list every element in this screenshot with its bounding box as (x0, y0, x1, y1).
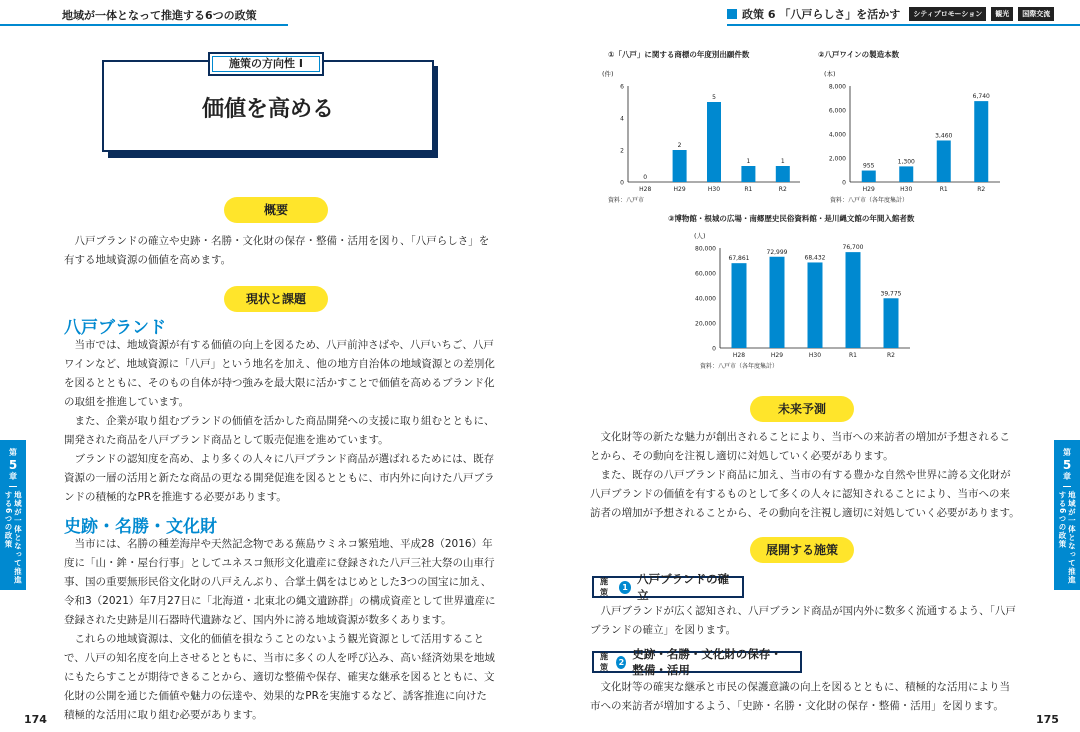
heritage-text (64, 535, 496, 725)
bar-value-label: 3,460 (935, 132, 953, 140)
x-tick-label: H29 (770, 352, 784, 359)
measure-title: 八戸ブランドの確立 (637, 572, 730, 602)
measure-title: 史跡・名勝・文化財の保存・整備・活用 (632, 647, 782, 677)
measures-heading: 展開する施策 (750, 537, 854, 563)
bar-value-label: 67,861 (728, 255, 750, 263)
bar-value-label: 0 (643, 174, 648, 181)
x-tick-label: R1 (849, 352, 857, 359)
measure-2-text: 文化財等の確実な継承と市民の保護意識の向上を図るとともに、積極的な活用により当市への来訪者が増加するよう、「史跡・名勝・文化財の保存・整備・活用」を図ります。 (590, 681, 1010, 712)
y-tick-label: 40,000 (695, 295, 716, 303)
y-tick-label: 4 (620, 115, 624, 123)
y-tick-label: 6,000 (828, 107, 846, 115)
policy-square-icon (727, 9, 737, 19)
forecast-text (590, 428, 1020, 523)
chart-title: ①「八戸」に関する商標の年度別出願件数 (608, 50, 750, 59)
x-tick-label: R1 (744, 186, 753, 193)
y-tick-label: 2 (620, 147, 624, 155)
bar-value-label: 1,300 (897, 158, 915, 166)
measure-1-box (592, 572, 744, 602)
chart-source: 資料：八戸市 (608, 197, 645, 204)
x-tick-label: H29 (673, 186, 686, 193)
x-tick-label: H30 (707, 186, 721, 193)
chart-wine-production (818, 48, 1008, 208)
bar-value-label: 1 (780, 158, 785, 165)
page-number-left: 174 (24, 713, 47, 726)
y-tick-label: 0 (842, 179, 846, 187)
chapter-number: 5 (1062, 457, 1072, 472)
x-tick-label: H28 (639, 186, 652, 193)
heritage-paragraph: 当市には、名勝の種差海岸や天然記念物である蕪島ウミネコ繁殖地、平成28（2016）年度に「山・鉾・屋台行事」としてユネスコ無形文化遺産に登録された八戸三社大祭の山車行事、国の重要無形民俗文化財の八戸えんぶり、合掌土偶をはじめとした3つの国宝に加え、令和3（2021）年7月27日に「北海道・北東北の縄文遺跡群」の構成資産として世界遺産に登録された史跡是川石器時代遺跡など、国内外に誇る地域資源が数多くあります。 (64, 538, 496, 626)
bar-value-label: 39,775 (880, 290, 902, 298)
chart-unit-label: (本) (824, 70, 836, 78)
chapter-prefix: 第 (1062, 448, 1071, 457)
y-tick-label: 2,000 (828, 155, 846, 163)
header-rule-right (727, 24, 1080, 26)
chart-title: ③博物館・根城の広場・南郷歴史民俗資料館・是川縄文館の年間入館者数 (668, 214, 915, 223)
x-tick-label: R2 (977, 186, 986, 193)
bar (673, 150, 687, 182)
bar (974, 101, 988, 182)
bar-value-label: 68,432 (804, 254, 826, 262)
brand-title: 八戸ブランド (64, 318, 166, 338)
chart-museum-visitors (668, 212, 928, 374)
x-tick-label: H30 (808, 352, 822, 359)
chart-source: 資料：八戸市（各年度集計） (830, 197, 909, 204)
chart-title: ②八戸ワインの製造本数 (818, 50, 900, 59)
brand-paragraph: 当市では、地域資源が有する価値の向上を図るため、八戸前沖さばや、八戸いちご、八戸ワインなど、地域資源に「八戸」という地名を加え、他の地方自治体の地域資源との差別化を図るとともに、そのもの自体が持つ強みを最大限に活かすことで価値を高めるブランド化の取組を推進しています。 (64, 339, 495, 408)
bar-value-label: 955 (863, 162, 875, 170)
heritage-title: 史跡・名勝・文化財 (64, 517, 217, 537)
x-tick-label: R2 (778, 186, 787, 193)
chapter-prefix: 第 (8, 448, 17, 457)
side-tab-text: 地域が一体となって推進する6つの政策 (1058, 490, 1077, 585)
chapter-number: 5 (8, 457, 18, 472)
heritage-paragraph: これらの地域資源は、文化的価値を損なうことのないよう観光資源として活用することで、八戸の知名度を向上させるとともに、当市に多くの人を呼び込み、高い経済効果を地域にもたらすことが期待できることから、適切な整備や保存、確実な継承を図るとともに、文化財の公開を通じた価値や魅力の伝達や、効果的なPRを実施するなど、誘客推進に向けた積極的な活用に取り組む必要があります。 (64, 633, 495, 721)
y-tick-label: 8,000 (828, 83, 846, 91)
tag-city-promotion: シティプロモーション (909, 7, 986, 21)
y-tick-label: 4,000 (828, 131, 846, 139)
policy-header (727, 6, 1054, 22)
bar (846, 252, 861, 348)
side-tab-right (1054, 440, 1080, 590)
bar (899, 166, 913, 182)
bar-value-label: 2 (677, 142, 682, 149)
bar (937, 140, 951, 182)
forecast-paragraph: また、既存の八戸ブランド商品に加え、当市の有する豊かな自然や世界に誇る文化財が八戸ブランドの価値を有するものとして多くの人々に認知されることにより、当市への来訪者の増加が予想されることから、その動向を注視し適切に対処していく必要があります。 (590, 469, 1020, 519)
page-header-title: 地域が一体となって推進する6つの政策 (62, 9, 257, 22)
x-tick-label: H30 (900, 186, 913, 193)
page-number-right: 175 (1036, 713, 1059, 726)
chart-unit-label: (人) (694, 232, 706, 240)
bar (770, 257, 785, 348)
measure-2-box (592, 647, 802, 677)
y-tick-label: 60,000 (695, 270, 716, 278)
side-tab-left (0, 440, 26, 590)
measure-1-text: 八戸ブランドが広く認知され、八戸ブランド商品が国内外に数多く流通するよう、「八戸ブランドの確立」を図ります。 (590, 605, 1016, 636)
bar-value-label: 76,700 (842, 244, 864, 252)
side-tab-text: 地域が一体となって推進する6つの政策 (4, 490, 23, 585)
y-tick-label: 0 (620, 179, 624, 187)
y-tick-label: 0 (712, 345, 716, 353)
chart-unit-label: (件) (602, 70, 614, 78)
chapter-suffix: 章 (1062, 471, 1071, 481)
header-rule (0, 24, 288, 26)
current-heading: 現状と課題 (224, 286, 328, 312)
bar (707, 102, 721, 182)
direction-label: 施策の方向性 Ⅰ (229, 57, 303, 70)
measure-number-icon: 2 (616, 656, 626, 669)
bar-value-label: 72,999 (766, 248, 788, 256)
bar-value-label: 6,740 (972, 93, 990, 101)
measure-label: 施策 (600, 577, 608, 597)
tag-tourism: 観光 (991, 7, 1013, 21)
chart-trademark-applications (602, 48, 808, 208)
y-tick-label: 6 (620, 83, 624, 91)
x-tick-label: H28 (732, 352, 746, 359)
bar (732, 263, 747, 348)
policy-title: 政策 6 「八戸らしさ」を活かす (742, 8, 901, 21)
y-tick-label: 20,000 (695, 320, 716, 328)
x-tick-label: R1 (939, 186, 948, 193)
y-tick-label: 80,000 (695, 245, 716, 253)
overview-text: 八戸ブランドの確立や史跡・名勝・文化財の保存・整備・活用を図り、「八戸らしさ」を有する地域資源の価値を高めます。 (64, 235, 490, 266)
forecast-paragraph: 文化財等の新たな魅力が創出されることにより、当市への来訪者の増加が予想されることから、その動向を注視し適切に対処していく必要があります。 (590, 431, 1010, 462)
brand-text (64, 336, 496, 507)
bar (808, 262, 823, 348)
overview-heading: 概要 (224, 197, 328, 223)
chapter-suffix: 章 (8, 471, 17, 481)
tag-international: 国際交流 (1018, 7, 1054, 21)
direction-label-box (208, 52, 324, 76)
bar (862, 171, 876, 182)
bar (741, 166, 755, 182)
bar-value-label: 5 (712, 94, 716, 101)
x-tick-label: H29 (862, 186, 875, 193)
brand-paragraph: また、企業が取り組むブランドの価値を活かした商品開発への支援に取り組むとともに、開発された商品を八戸ブランド商品として販売促進を進めています。 (64, 415, 495, 446)
measure-number-icon: 1 (619, 581, 631, 594)
bar (776, 166, 790, 182)
forecast-heading: 未来予測 (750, 396, 854, 422)
bar (884, 298, 899, 348)
chart-source: 資料：八戸市（各年度集計） (700, 363, 779, 370)
x-tick-label: R2 (887, 352, 895, 359)
brand-paragraph: ブランドの認知度を高め、より多くの人々に八戸ブランド商品が選ばれるためには、既存資源の一層の活用と新たな商品の更なる開発促進を図るとともに、市内外に向けた八戸ブランドの積極的なPRを推進する必要があります。 (64, 453, 495, 503)
bar-value-label: 1 (746, 158, 751, 165)
direction-title: 価値を高める (201, 97, 334, 122)
measure-label: 施策 (600, 652, 608, 672)
